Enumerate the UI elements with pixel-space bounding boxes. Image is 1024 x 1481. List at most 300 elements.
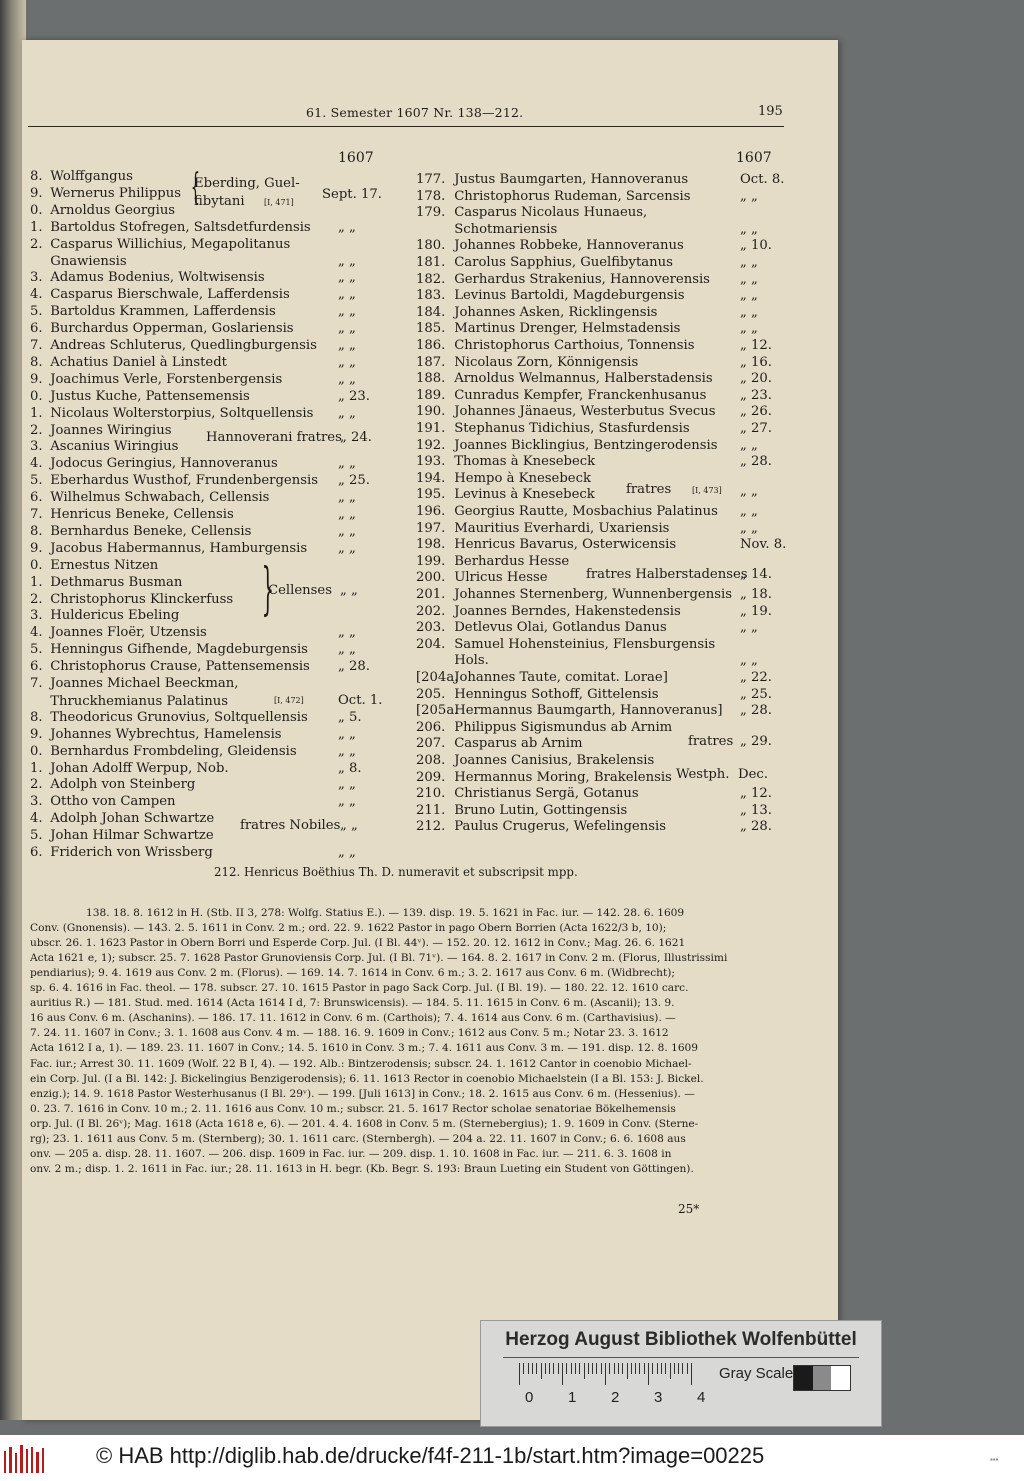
entry-name: Achatius Daniel à Linstedt (50, 354, 227, 370)
register-entry (30, 237, 290, 254)
entry-name: Andreas Schluterus, Quedlingburgensis (50, 338, 317, 353)
entry-name: Bruno Lutin, Gottingensis (454, 802, 628, 818)
footnote-line: 0. 23. 7. 1616 in Conv. 10 m.; 2. 11. 1616 aus Conv. 10 m.; subscr. 21. 5. 1617 Rector scholae senatoriae Bökelhemensis (30, 1102, 676, 1115)
entry-number: 210. (416, 786, 446, 802)
entry-number: 7. (30, 507, 43, 522)
entry-name: Levinus à Knesebeck (454, 487, 595, 503)
entry-date: „ 26. (740, 404, 772, 420)
entry-date: „ 20. (740, 371, 772, 387)
entry-name: Bartoldus Krammen, Lafferdensis (50, 304, 276, 320)
entry-name: Justus Kuche, Pattensemensis (50, 388, 250, 404)
entry-number: 194. (416, 470, 446, 486)
entry-date: „ 12. (740, 786, 772, 802)
entry-name: Joannes Bicklingius, Bentzingerodensis (454, 437, 718, 453)
register-entry (416, 388, 706, 405)
register-entry (416, 604, 681, 621)
footnote-line: 16 aus Conv. 6 m. (Aschanins). — 186. 17. 11. 1612 in Conv. 6 m. (Carthois); 7. 4. 1614 aus Conv. 6 m. (Carthavisius). — (30, 1012, 676, 1025)
source-link[interactable]: © HAB http://diglib.hab.de/drucke/f4f-211-1b/start.htm?image=00225 (96, 1443, 765, 1468)
entry-name: Nicolaus Zorn, Könnigensis (454, 354, 639, 370)
ruler-tick (541, 1363, 542, 1379)
register-entry (30, 389, 250, 406)
entry-name: Henricus Beneke, Cellensis (50, 507, 234, 522)
entry-number: 203. (416, 620, 446, 636)
entry-number: 191. (416, 421, 446, 436)
brace: } (261, 557, 275, 622)
gray-swatch (813, 1366, 832, 1390)
ruler-tick (678, 1363, 679, 1374)
entry-number: 197. (416, 520, 446, 536)
entry-name: Christianus Sergä, Gotanus (454, 786, 639, 802)
entry-number: 182. (416, 271, 446, 287)
entry-date: „ „ (338, 743, 356, 759)
entry-number: 212. (416, 819, 446, 835)
register-entry (416, 753, 654, 770)
entry-name: Johannes Jänaeus, Westerbutus Svecus (454, 404, 716, 420)
sheet-signature: 25* (678, 1202, 700, 1216)
entry-date: „ „ (740, 271, 758, 287)
group-label-cellenses: Cellenses (268, 583, 332, 598)
entry-name: Hermannus Moring, Brakelensis (454, 769, 672, 785)
entry-number: 1. (30, 574, 43, 590)
entry-name: Henningus Gifhende, Magdeburgensis (50, 642, 308, 658)
color-calibration-bar (480, 1320, 882, 1427)
ruler-tick (627, 1363, 628, 1379)
entry-number: [205a. (416, 703, 459, 719)
footnote-line: pendiarius); 9. 4. 1619 aus Conv. 2 m. (Florus). — 169. 14. 7. 1614 in Conv. 6 m.; 3. 2. 1617 aus Conv. 6 m. (Widbrecht); (30, 967, 675, 980)
entry-date: „ „ (338, 540, 356, 556)
register-entry (416, 819, 666, 836)
entry-date: „ „ (740, 288, 758, 304)
register-entry (30, 558, 158, 575)
entry-name: Thruckhemianus Palatinus (50, 693, 228, 709)
footnote-line: Fac. iur.; Arrest 30. 11. 1609 (Wolf. 22 B I, 4). — 192. Alb.: Bintzerodensis; subscr. 24. 1. 1612 Cantor in coenobio Michael- (30, 1057, 692, 1070)
entry-number: 2. (30, 591, 43, 607)
ruler-tick (644, 1363, 645, 1374)
register-entry (416, 720, 672, 737)
entry-name: Eberhardus Wusthof, Frundenbergensis (50, 473, 318, 489)
footnote-line: 138. 18. 8. 1612 in H. (Stb. II 3, 278: Wolfg. Statius E.). — 139. disp. 19. 5. 1621 in Fac. iur. — 142. 28. 6. 1609 (86, 907, 685, 919)
entry-number: 7. (30, 338, 43, 353)
entry-number: 4. (30, 456, 43, 472)
entry-name: Thomas à Knesebeck (454, 454, 596, 470)
register-entry (30, 372, 282, 389)
entry-name: Christophorus Rudeman, Sarcensis (454, 188, 691, 204)
group-label-fratres: fratres (626, 482, 672, 497)
entry-name: Christophorus Klinckerfuss (50, 591, 234, 607)
entry-date: „ „ (338, 270, 356, 286)
entry-number: 8. (30, 354, 43, 370)
group-date: „ „ (740, 484, 758, 499)
entry-date: „ „ (338, 794, 356, 810)
group-label-eberding: Eberding, Guel- (194, 176, 300, 191)
register-entry (30, 270, 265, 287)
divider (503, 1357, 859, 1358)
ruler-tick (648, 1363, 649, 1385)
entry-name: Johan Adolff Werpup, Nob. (50, 760, 229, 776)
header-rule (28, 126, 784, 127)
register-entry (30, 524, 251, 541)
entry-date: „ 13. (740, 802, 772, 818)
register-entry (30, 608, 179, 625)
entry-number: 205. (416, 686, 446, 702)
entry-name: Friderich von Wrissberg (50, 845, 213, 860)
entry-name: Joannes Berndes, Hakenstedensis (454, 603, 681, 619)
register-entry (416, 288, 685, 305)
register-entry (416, 255, 673, 272)
register-entry (416, 554, 569, 571)
page-number: 195 (758, 104, 783, 119)
footnote-line: orp. Jul. (I Bl. 26ᵛ); Mag. 1618 (Acta 1618 e, 6). — 201. 4. 4. 1608 in Conv. 5 m. (Sternebergius); 1. 9. 1609 in Conv. (Sterne- (30, 1117, 699, 1130)
ruler-tick (596, 1363, 597, 1374)
entry-name: Samuel Hohensteinius, Flensburgensis (454, 636, 716, 652)
entry-date: „ 5. (338, 709, 362, 725)
register-entry (416, 272, 710, 289)
register-entry (416, 653, 489, 670)
gray-swatch (831, 1366, 850, 1390)
register-entry (30, 169, 133, 186)
register-entry (416, 537, 676, 554)
entry-name: Burchardus Opperman, Goslariensis (50, 321, 294, 337)
entry-name: Johan Hilmar Schwartze (50, 828, 214, 844)
ruler-tick (579, 1363, 580, 1374)
entry-number: 202. (416, 603, 446, 619)
footnote-line: rg); 23. 1. 1611 aus Conv. 5 m. (Sternberg); 30. 1. 1611 carc. (Sternbergh). — 204 a. 22. 11. 1607 in Conv.; 6. 6. 1608 aus (30, 1132, 686, 1145)
gray-scale-label: Gray Scale (719, 1365, 794, 1382)
entry-name: Johannes Robbeke, Hannoveranus (454, 238, 684, 254)
entry-date: „ „ (338, 642, 356, 658)
entry-date: „ „ (338, 490, 356, 506)
entry-date: „ 27. (740, 421, 772, 436)
entry-number: 188. (416, 371, 446, 387)
scale-ruler (519, 1363, 694, 1385)
entry-name: Henningus Sothoff, Gittelensis (454, 686, 659, 702)
entry-name: Jodocus Geringius, Hannoveranus (50, 456, 278, 472)
register-entry (416, 803, 627, 820)
entry-name: Theodoricus Grunovius, Soltquellensis (50, 709, 308, 725)
entry-number: 9. (30, 185, 43, 201)
entry-number: 179. (416, 205, 446, 221)
entry-date: „ „ (338, 304, 356, 320)
entry-date: „ 28. (740, 703, 772, 719)
footnote-line: ein Corp. Jul. (I a Bl. 142: J. Bickelingius Benzigerodensis); 6. 11. 1613 Rector in coenobio Michaelstein (I a Bl. 153: J. Bickel. (30, 1072, 704, 1085)
entry-date: „ „ (740, 321, 758, 337)
hab-logo-icon (4, 1443, 44, 1473)
entry-number: 201. (416, 587, 446, 602)
ruler-tick (618, 1363, 619, 1374)
entry-name: Gerhardus Strakenius, Hannoverensis (454, 271, 710, 287)
entry-number: 3. (30, 439, 43, 455)
ruler-tick (601, 1363, 602, 1374)
register-entry (30, 439, 178, 456)
entry-date: „ „ (338, 405, 356, 421)
ruler-tick (631, 1363, 632, 1374)
group-date: „ 29. (740, 734, 772, 749)
ruler-tick (639, 1363, 640, 1374)
entry-date: „ „ (740, 221, 758, 237)
footnote-line: sp. 6. 4. 1616 in Fac. theol. — 178. subscr. 27. 10. 1615 Pastor in pago Sack Corp. Jul. (I Bl. 19). — 180. 22. 12. 1610 carc. (30, 982, 689, 995)
entry-name: Paulus Crugerus, Wefelingensis (454, 819, 666, 835)
entry-name: Levinus Bartoldi, Magdeburgensis (454, 288, 685, 304)
ruler-tick (523, 1363, 524, 1374)
ruler-tick (622, 1363, 623, 1374)
entry-name: Jacobus Habermannus, Hamburgensis (50, 540, 308, 556)
entry-date: „ 23. (338, 388, 370, 404)
entry-number: 2. (30, 777, 43, 793)
entry-number: 207. (416, 736, 446, 752)
ruler-tick (609, 1363, 610, 1374)
entry-name: Schotmariensis (454, 221, 558, 237)
entry-number: 4. (30, 811, 43, 827)
entry-name: Stephanus Tidichius, Stasfurdensis (454, 421, 690, 436)
entry-number: 4. (30, 625, 43, 641)
entry-date: „ „ (740, 504, 758, 519)
register-entry (416, 487, 595, 504)
entry-date: „ 10. (740, 238, 772, 254)
group-date: „ „ (340, 583, 358, 598)
register-entry (30, 254, 127, 271)
entry-number: 5. (30, 828, 43, 844)
entry-number: 177. (416, 172, 446, 187)
group-label-hannoverani: Hannoverani fratres (206, 430, 342, 445)
entry-number: 204. (416, 636, 446, 652)
register-entry (416, 189, 691, 206)
entry-number: 208. (416, 753, 446, 768)
register-entry (30, 186, 181, 203)
entry-number: 3. (30, 794, 43, 810)
register-entry (416, 736, 583, 753)
entry-number: 1. (30, 760, 43, 776)
register-entry (416, 205, 647, 222)
left-column-year: 1607 (338, 150, 374, 166)
footer-mark: ▪▪▪ (990, 1455, 999, 1464)
register-entry (30, 642, 308, 659)
entry-date: „ 23. (740, 387, 772, 403)
ruler-tick (605, 1363, 606, 1385)
group-label-fibytani: fibytani (194, 194, 245, 209)
entry-date: „ „ (740, 437, 758, 453)
entry-number: 5. (30, 304, 43, 320)
entry-number: 3. (30, 270, 43, 286)
register-entry (30, 321, 294, 338)
register-entry (30, 845, 213, 862)
register-entry (30, 423, 172, 440)
ruler-tick (670, 1363, 671, 1379)
entry-date: „ „ (740, 620, 758, 636)
register-entry (416, 786, 639, 803)
register-entry (30, 287, 290, 304)
entry-date: „ „ (338, 523, 356, 539)
entry-name: Casparus Bierschwale, Lafferdensis (50, 287, 290, 303)
register-entry (30, 541, 307, 558)
register-entry (30, 794, 176, 811)
entry-name: Hermannus Baumgarth, Hannoveranus] (454, 703, 723, 719)
ruler-tick (691, 1363, 692, 1385)
entry-name: Henricus Bavarus, Osterwicensis (454, 537, 677, 553)
register-entry (30, 761, 229, 778)
entry-date: „ „ (338, 371, 356, 387)
entry-date: „ „ (338, 456, 356, 472)
entry-date: „ „ (338, 253, 356, 269)
entry-number: 2. (30, 422, 43, 438)
register-entry (30, 203, 175, 220)
entry-name: Berhardus Hesse (454, 553, 570, 569)
register-entry (416, 670, 668, 687)
register-entry (30, 338, 317, 355)
ruler-tick (661, 1363, 662, 1374)
register-entry (416, 172, 688, 189)
entry-date: Oct. 8. (740, 172, 785, 187)
register-entry (30, 727, 282, 744)
entry-number: 189. (416, 387, 446, 403)
ruler-tick (584, 1363, 585, 1379)
entry-number: 7. (30, 676, 43, 691)
ruler-tick (519, 1363, 520, 1385)
entry-number: 185. (416, 321, 446, 337)
entry-name: Adamus Bodenius, Woltwisensis (50, 270, 265, 286)
entry-name: Johannes Wybrechtus, Hamelensis (50, 726, 282, 742)
entry-number: 6. (30, 321, 43, 337)
register-entry (30, 828, 214, 845)
scale-number: 4 (697, 1389, 706, 1406)
entry-name: Joannes Wiringius (50, 422, 172, 438)
ruler-tick (536, 1363, 537, 1374)
entry-number: 178. (416, 188, 446, 204)
entry-name: Martinus Drenger, Helmstadensis (454, 321, 681, 337)
group-date: „ 24. (340, 430, 372, 445)
entry-number: 0. (30, 743, 43, 759)
entry-date: „ 18. (740, 587, 772, 602)
ruler-tick (635, 1363, 636, 1374)
entry-number: 200. (416, 570, 446, 586)
scale-number: 0 (525, 1389, 534, 1406)
entry-date: „ „ (338, 321, 356, 337)
register-entry (416, 521, 669, 538)
entry-name: Wernerus Philippus (50, 185, 182, 201)
entry-number: 180. (416, 238, 446, 254)
entry-name: Bartoldus Stofregen, Saltsdetfurdensis (50, 219, 311, 235)
ruler-tick (592, 1363, 593, 1374)
entry-name: Dethmarus Busman (50, 574, 183, 590)
register-entry (30, 304, 276, 321)
entry-name: Georgius Rautte, Mosbachius Palatinus (454, 504, 718, 519)
entry-number: 206. (416, 719, 446, 735)
scale-number: 3 (654, 1389, 663, 1406)
entry-name: Arnoldus Welmannus, Halberstadensis (454, 371, 713, 387)
entry-date: „ 28. (740, 454, 772, 470)
entry-number: 5. (30, 642, 43, 658)
entry-name: Nicolaus Wolterstorpius, Soltquellensis (50, 405, 314, 421)
register-entry (416, 770, 672, 787)
entry-date: „ 16. (740, 354, 772, 370)
register-entry (30, 507, 234, 524)
register-entry (416, 371, 713, 388)
register-entry (30, 406, 313, 423)
register-entry (416, 703, 723, 720)
ruler-tick (575, 1363, 576, 1374)
entry-name: Christophorus Carthoius, Tonnensis (454, 338, 695, 353)
register-entry (416, 305, 657, 322)
ruler-tick (566, 1363, 567, 1374)
entry-name: Carolus Sapphius, Guelfibytanus (454, 255, 673, 270)
register-entry (416, 587, 732, 604)
entry-number: 2. (30, 236, 43, 252)
entry-date: „ „ (338, 338, 356, 353)
entry-number: 6. (30, 490, 43, 506)
entry-number: 6. (30, 845, 43, 860)
entry-name: Wilhelmus Schwabach, Cellensis (50, 490, 270, 506)
entry-date: „ 19. (740, 603, 772, 619)
register-entry (30, 220, 311, 237)
entry-name: Johannes Sternenberg, Wunnenbergensis (454, 587, 732, 602)
entry-date: Nov. 8. (740, 537, 787, 553)
register-entry (416, 471, 591, 488)
footnote-line: onv. 2 m.; disp. 1. 2. 1611 in Fac. iur.; 28. 11. 1613 in H. begr. (Kb. Begr. S. 193: Braun Lueting ein Student von Göttingen). (30, 1162, 694, 1175)
footnote-line: Conv. (Gnonensis). — 143. 2. 5. 1611 in Conv. 2 m.; ord. 22. 9. 1622 Pastor in pago Obern Borrien (Acta 1622/3 b, 10); (30, 922, 667, 935)
entry-number: 3. (30, 608, 43, 624)
entry-number: 9. (30, 371, 43, 387)
entry-number: 8. (30, 709, 43, 725)
entry-name: Casparus ab Arnim (454, 736, 583, 752)
entry-number: 5. (30, 473, 43, 489)
group-label-halberstadenses: fratres Halberstadenses (586, 567, 748, 582)
group-date: Dec. (738, 767, 768, 782)
register-entry (30, 473, 318, 490)
group-date: „ 14. (740, 567, 772, 582)
ruler-tick (532, 1363, 533, 1374)
register-entry (30, 592, 233, 609)
footnote-line: ubscr. 26. 1. 1623 Pastor in Obern Borri und Esperde Corp. Jul. (I Bl. 44ᵛ). — 152. 20. 12. 1612 in Conv.; Mag. 26. 6. 1621 (30, 937, 686, 950)
entry-number: 186. (416, 338, 446, 353)
register-entry (416, 238, 684, 255)
library-name: Herzog August Bibliothek Wolfenbüttel (505, 1329, 857, 1350)
entry-number: 209. (416, 769, 446, 785)
entry-number: 195. (416, 487, 446, 503)
right-column-year: 1607 (736, 150, 772, 166)
ruler-tick (558, 1363, 559, 1374)
entry-name: Arnoldus Georgius (50, 202, 176, 218)
gray-swatch (794, 1366, 813, 1390)
register-entry (416, 637, 715, 654)
ruler-tick (657, 1363, 658, 1374)
entry-number: 0. (30, 388, 43, 404)
entry-name: Ascanius Wiringius (50, 439, 179, 455)
entry-number: 181. (416, 255, 446, 270)
gray-scale-swatches (793, 1365, 851, 1391)
entry-name: Gnawiensis (50, 253, 127, 269)
register-entry (416, 438, 718, 455)
reference-mark: [I, 471] (264, 198, 294, 207)
entry-number: 1. (30, 405, 43, 421)
entry-number: 6. (30, 659, 43, 675)
entry-number: 184. (416, 304, 446, 320)
entry-number: 0. (30, 557, 43, 573)
entry-date: „ 28. (338, 659, 370, 675)
footnote-line: Acta 1612 I a, 1). — 189. 23. 11. 1607 in Conv.; 14. 5. 1610 in Conv. 3 m.; 7. 4. 1611 aus Conv. 3 m. — 191. disp. 12. 8. 1609 (30, 1042, 699, 1055)
reference-mark: [I, 473] (692, 486, 722, 495)
footer-bar (0, 1435, 1024, 1481)
register-entry (416, 222, 557, 239)
entry-number: 1. (30, 219, 43, 235)
entry-date: Oct. 1. (338, 692, 383, 708)
entry-number: 9. (30, 540, 43, 556)
ruler-tick (553, 1363, 554, 1374)
entry-number: 9. (30, 726, 43, 742)
reference-mark: [I, 472] (274, 695, 304, 705)
ruler-tick (682, 1363, 683, 1374)
entry-date: „ 22. (740, 670, 772, 685)
entry-name: Ernestus Nitzen (50, 557, 159, 573)
register-entry (30, 693, 304, 711)
